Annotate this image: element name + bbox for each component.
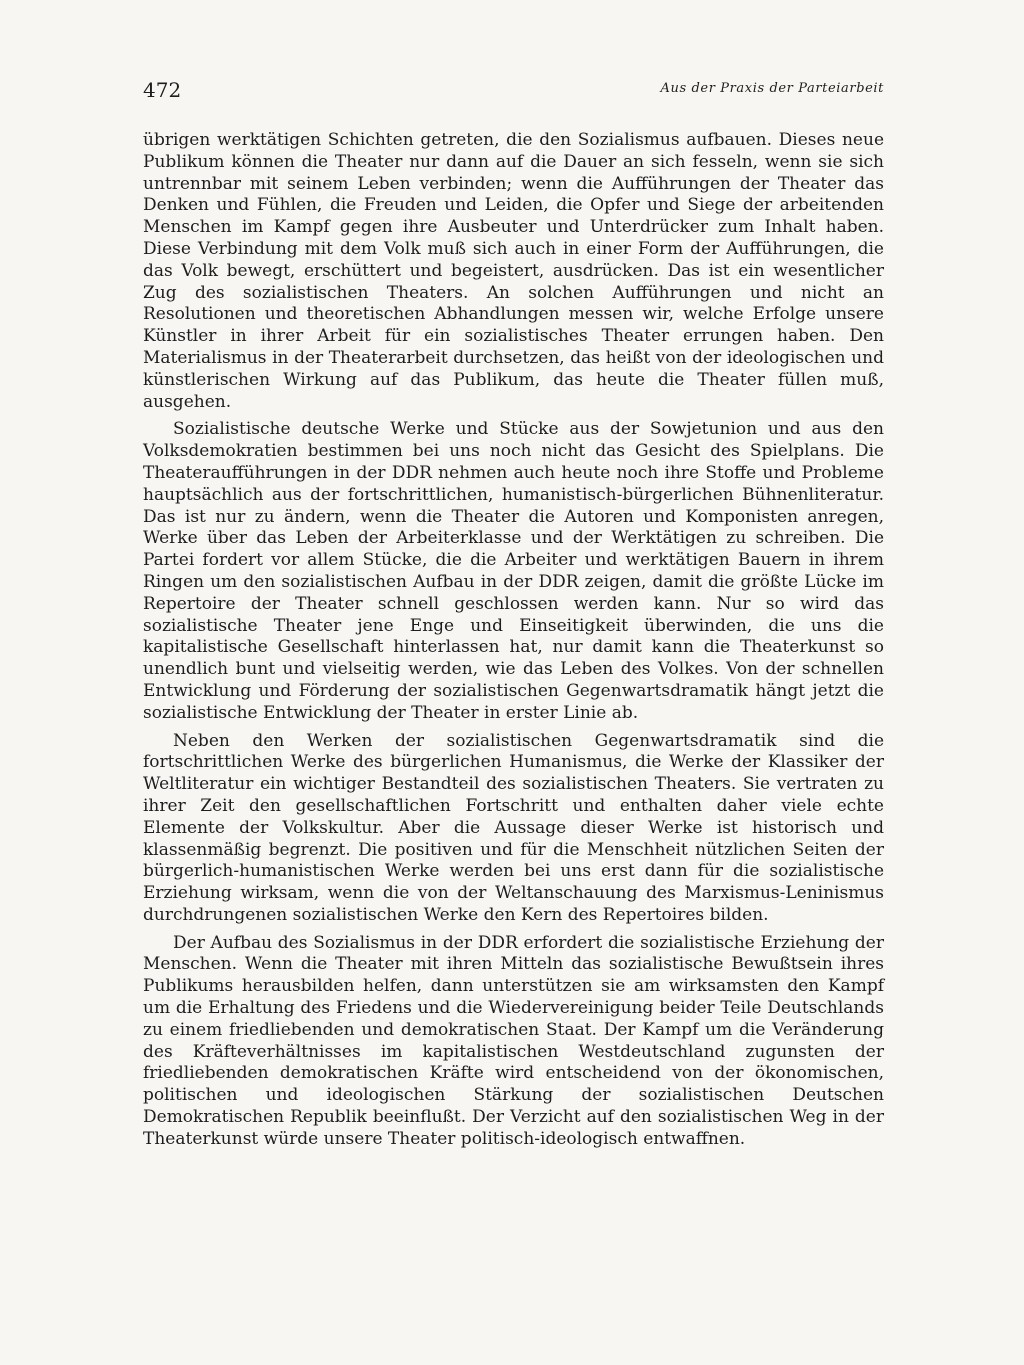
body-text bbox=[143, 130, 884, 1151]
paragraph-1: übrigen werktätigen Schichten getreten, die den Sozialismus aufbauen. Dieses neue Publikum können die Theater nur dann auf die Dauer an sich fesseln, wenn sie sich untrennbar mit seinem Leben verbinden; wenn die Aufführungen der Theater das Denken und Fühlen, die Freuden und Leiden, die Opfer und Siege der arbeitenden Menschen im Kampf gegen ihre Ausbeuter und Unterdrücker zum Inhalt haben. Diese Verbindung mit dem Volk muß sich auch in einer Form der Aufführungen, die das Volk bewegt, erschüttert und begeistert, ausdrücken. Das ist ein wesentlicher Zug des sozialistischen Theaters. An solchen Aufführungen und nicht an Resolutionen und theoretischen Abhandlungen messen wir, welche Erfolge unsere Künstler in ihrer Arbeit für ein sozialistisches Theater errungen haben. Den Materialismus in der Theaterarbeit durchsetzen, das heißt von der ideologischen und künstlerischen Wirkung auf das Publikum, das heute die Theater füllen muß, ausgehen. bbox=[143, 130, 884, 412]
page-header bbox=[143, 78, 884, 104]
paragraph-4: Der Aufbau des Sozialismus in der DDR erfordert die sozialistische Erziehung der Menschen. Wenn die Theater mit ihren Mitteln das sozialistische Bewußtsein ihres Publikums herausbilden helfen, dann unterstützen sie am wirksamsten den Kampf um die Erhaltung des Friedens und die Wiedervereinigung beider Teile Deutschlands zu einem friedliebenden und demokratischen Staat. Der Kampf um die Veränderung des Kräfteverhältnisses im kapitalistischen Westdeutschland zugunsten der friedliebenden demokratischen Kräfte wird entscheidend von der ökonomischen, politischen und ideologischen Stärkung der sozialistischen Deutschen Demokratischen Republik beeinflußt. Der Verzicht auf den sozialistischen Weg in der Theaterkunst würde unsere Theater politisch-ideologisch entwaffnen. bbox=[143, 932, 884, 1149]
page-number: 472 bbox=[143, 78, 182, 102]
paragraph-3: Neben den Werken der sozialistischen Gegenwartsdramatik sind die fortschrittlichen Werke des bürgerlichen Humanismus, die Werke der Klassiker der Weltliteratur ein wichtiger Bestandteil des sozialistischen Theaters. Sie vertraten zu ihrer Zeit den gesellschaftlichen Fortschritt und enthalten daher viele echte Elemente der Volkskultur. Aber die Aussage dieser Werke ist historisch und klassenmäßig begrenzt. Die positiven und für die Menschheit nützlichen Seiten der bürgerlich-humanistischen Werke werden bei uns erst dann für die sozialistische Erziehung wirksam, wenn die von der Weltanschauung des Marxismus-Leninismus durchdrungenen sozialistischen Werke den Kern des Repertoires bilden. bbox=[143, 730, 884, 925]
paragraph-2: Sozialistische deutsche Werke und Stücke aus der Sowjetunion und aus den Volksdemokratien bestimmen bei uns noch nicht das Gesicht des Spielplans. Die Theateraufführungen in der DDR nehmen auch heute noch ihre Stoffe und Probleme hauptsächlich aus der fortschrittlichen, humanistisch-bürgerlichen Bühnenliteratur. Das ist nur zu ändern, wenn die Theater die Autoren und Komponisten anregen, Werke über das Leben der Arbeiterklasse und der Werktätigen zu schreiben. Die Partei fordert vor allem Stücke, die die Arbeiter und werktätigen Bauern in ihrem Ringen um den sozialistischen Aufbau in der DDR zeigen, damit die größte Lücke im Repertoire der Theater schnell geschlossen werden kann. Nur so wird das sozialistische Theater jene Enge und Einseitigkeit überwinden, die uns die kapitalistische Gesellschaft hinterlassen hat, nur damit kann die Theaterkunst so unendlich bunt und vielseitig werden, wie das Leben des Volkes. Von der schnellen Entwicklung und Förderung der sozialistischen Gegenwartsdramatik hängt jetzt die sozialistische Entwicklung der Theater in erster Linie ab. bbox=[143, 419, 884, 723]
running-title: Aus der Praxis der Parteiarbeit bbox=[660, 81, 884, 96]
